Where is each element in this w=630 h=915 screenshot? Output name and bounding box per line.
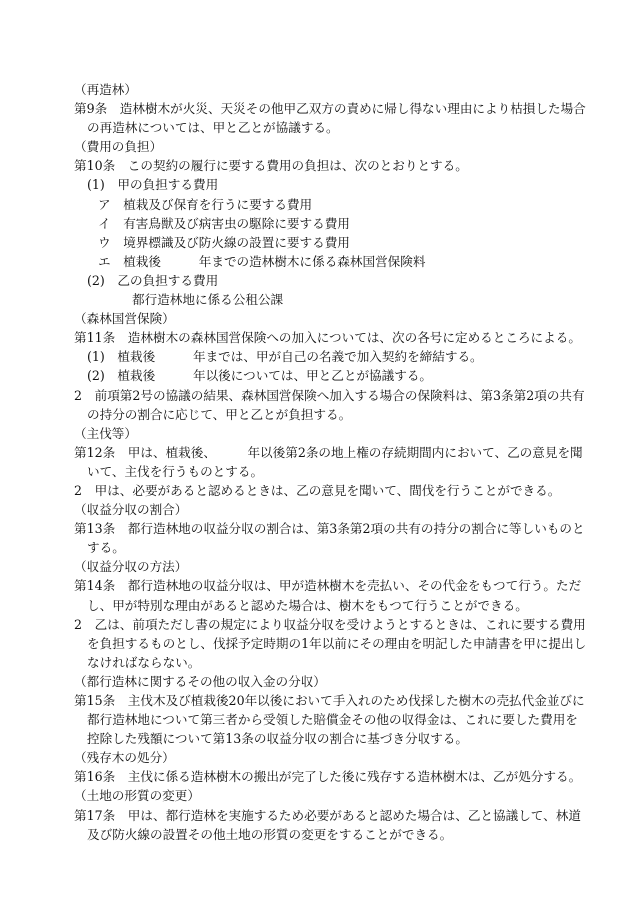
heading-profit-share-method: （収益分収の方法）: [74, 559, 188, 575]
article-15-text-cont-1: 都行造林地について第三者から受領した賠償金その他の収得金は、これに要した費用を: [87, 712, 578, 728]
article-9-text-cont: の再造林については、甲と乙とが協議する。: [87, 120, 339, 136]
heading-remaining-trees: （残存木の処分）: [74, 750, 175, 766]
heading-reforestation: （再造林）: [74, 82, 137, 97]
article-11-para-2: 2 前項第2号の協議の結果、森林国営保険へ加入する場合の保険料は、第3条第2項の共有: [74, 387, 585, 403]
heading-cost-burden: （費用の負担）: [74, 139, 163, 155]
article-16-text: 第16条 主伐に係る造林樹木の搬出が完了した後に残存する造林樹木は、乙が処分する。: [74, 769, 582, 785]
article-13-text: 第13条 都行造林地の収益分収の割合は、第3条第2項の共有の持分の割合に等しいものと: [74, 521, 585, 537]
article-15-text-cont-2: 控除した残額について第13条の収益分収の割合に基づき分収する。: [87, 731, 468, 747]
article-11-para-2-cont: の持分の割合に応じて、甲と乙とが負担する。: [87, 406, 352, 422]
document-body: [74, 80, 587, 844]
article-14-text: 第14条 都行造林地の収益分収は、甲が造林樹木を売払い、その代金をもつて行う。ただ: [74, 578, 582, 594]
article-10-item-1: (1) 甲の負担する費用: [87, 177, 219, 193]
heading-other-income-share: （都行造林に関するその他の収入金の分収）: [74, 673, 326, 689]
article-12-para-2: 2 甲は、必要があると認めるときは、乙の意見を聞いて、間伐を行うことができる。: [74, 482, 561, 498]
article-17-text-cont: 及び防火線の設置その他土地の形質の変更をすることができる。: [87, 826, 453, 842]
article-14-para-2-cont-2: なければならない。: [87, 654, 201, 670]
heading-land-change: （土地の形質の変更）: [74, 788, 200, 804]
article-12-text: 第12条 甲は、植栽後、 年以後第2条の地上権の存続期間内において、乙の意見を聞: [74, 444, 583, 460]
article-11-item-1: (1) 植栽後 年までは、甲が自己の名義で加入契約を締結する。: [87, 349, 483, 365]
article-17-text: 第17条 甲は、都行造林を実施するため必要があると認めた場合は、乙と協議して、林道: [74, 807, 581, 823]
article-12-text-cont: いて、主伐を行うものとする。: [87, 463, 264, 479]
article-10-item-2-text: 都行造林地に係る公租公課: [132, 292, 284, 308]
article-14-text-cont: し、甲が特別な理由があると認めた場合は、樹木をもつて行うことができる。: [87, 597, 528, 613]
article-10-item-1-i: イ 有害鳥獣及び病害虫の駆除に要する費用: [98, 215, 350, 231]
article-14-para-2-cont-1: を負担するものとし、伐採予定時期の1年以前にその理由を明記した申請書を甲に提出し: [87, 635, 587, 651]
heading-forest-insurance: （森林国営保険）: [74, 311, 175, 327]
article-13-text-cont: する。: [87, 540, 125, 556]
article-14-para-2: 2 乙は、前項ただし書の規定により収益分収を受けようとするときは、これに要する費用: [74, 616, 586, 632]
heading-profit-share-ratio: （収益分収の割合）: [74, 502, 188, 518]
article-10-item-1-u: ウ 境界標識及び防火線の設置に要する費用: [98, 234, 350, 250]
article-10-text: 第10条 この契約の履行に要する費用の負担は、次のとおりとする。: [74, 158, 468, 174]
article-9-text: 第9条 造林樹木が火災、天災その他甲乙双方の責めに帰し得ない理由により枯損した場合: [74, 101, 586, 117]
article-10-item-2: (2) 乙の負担する費用: [87, 272, 219, 288]
article-11-text: 第11条 造林樹木の森林国営保険への加入については、次の各号に定めるところによる。: [74, 330, 581, 346]
article-10-item-1-e: エ 植栽後 年までの造林樹木に係る森林国営保険料: [98, 253, 426, 269]
article-15-text: 第15条 主伐木及び植栽後20年以後において手入れのため伐採した樹木の売払代金並びに: [74, 693, 585, 708]
heading-main-cutting: （主伐等）: [74, 425, 137, 441]
article-10-item-1-a: ア 植栽及び保育を行うに要する費用: [98, 196, 313, 212]
article-11-item-2: (2) 植栽後 年以後については、甲と乙とが協議する。: [87, 368, 433, 384]
